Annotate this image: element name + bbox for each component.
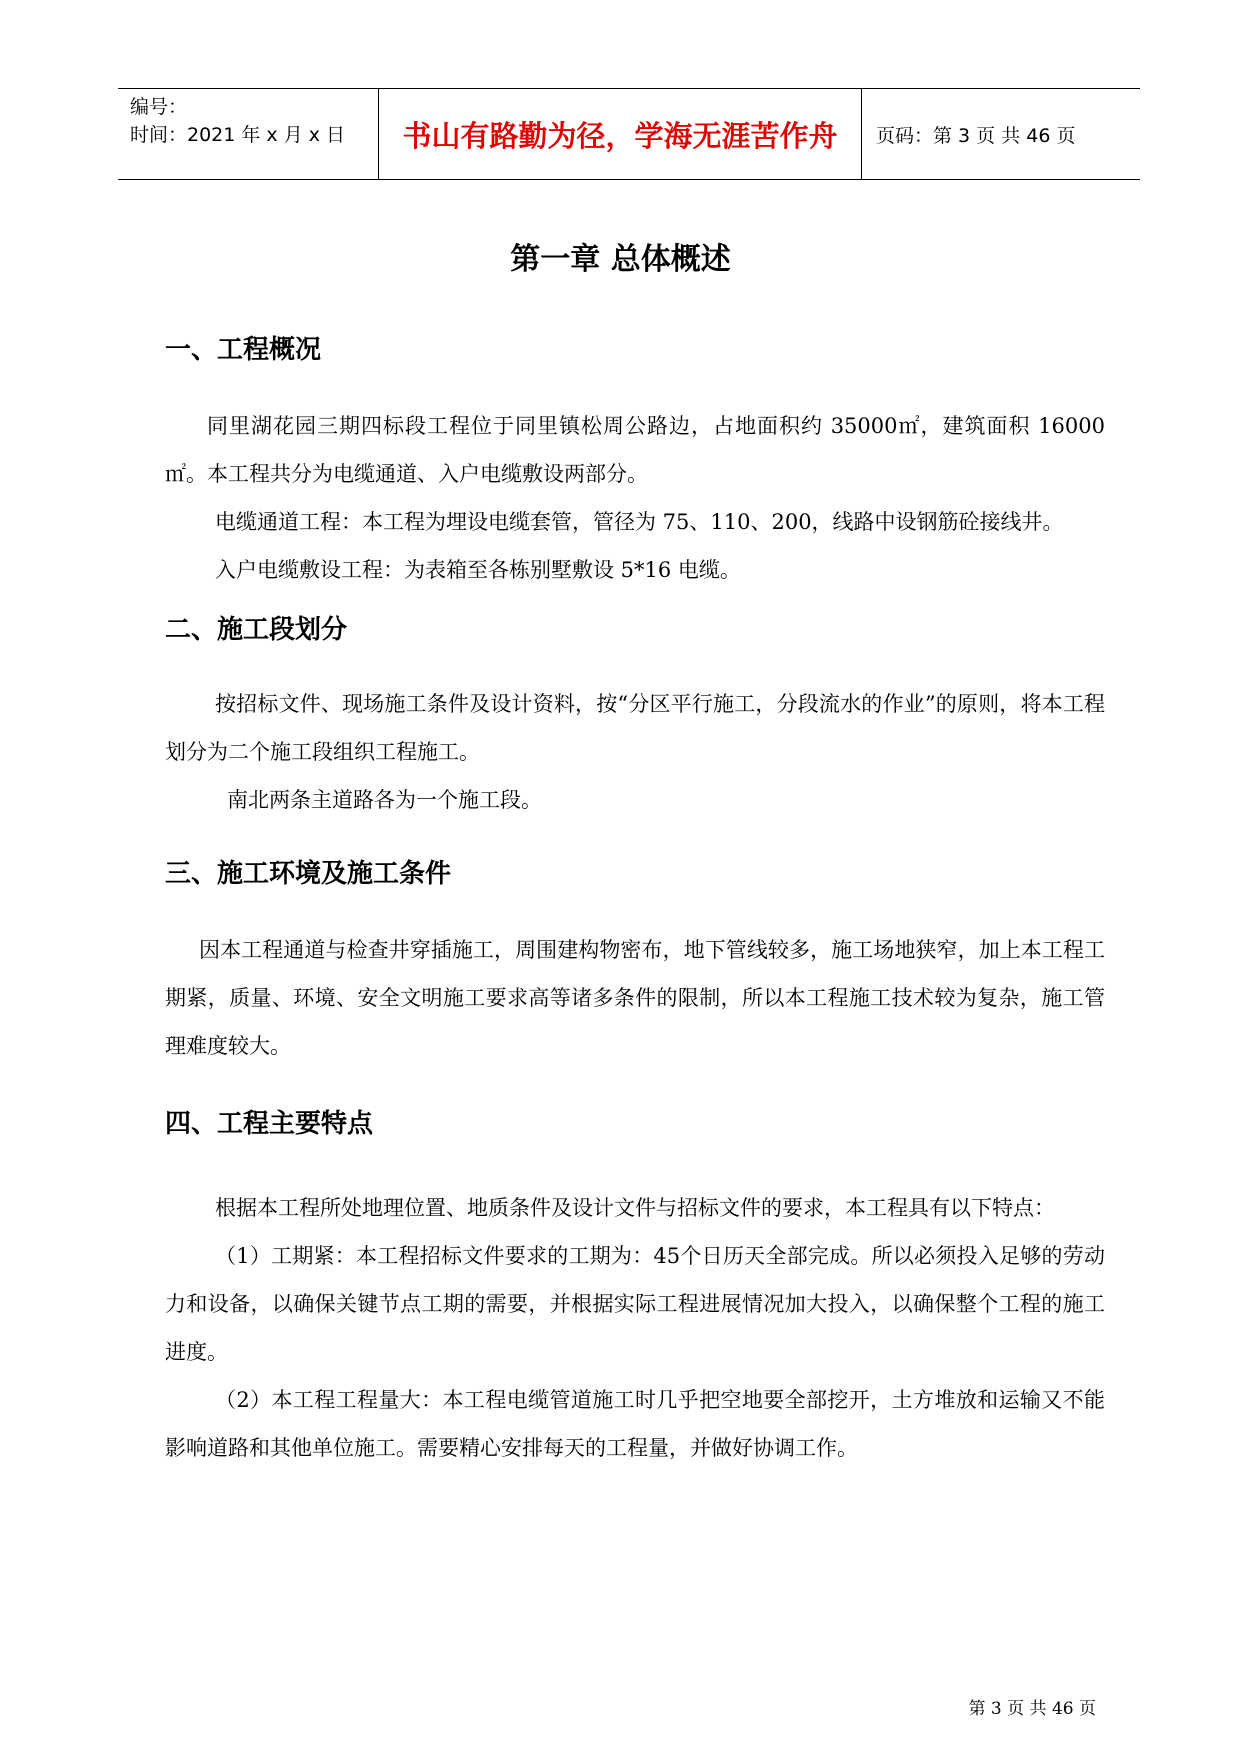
section-heading-overview: 一、工程概况 — [165, 335, 322, 365]
section-heading-main-features: 四、工程主要特点 — [165, 1109, 374, 1139]
section-heading-environment: 三、施工环境及施工条件 — [165, 859, 452, 889]
paragraph: （1）工期紧：本工程招标文件要求的工期为：45个日历天全部完成。所以必须投入足够的劳动力和设备，以确保关键节点工期的需要，并根据实际工程进展情况加大投入，以确保整个工程的施工进度。 — [165, 1244, 1105, 1364]
header-page-info: 页码：第 3 页 共 46 页 — [876, 124, 1076, 147]
paragraph: 南北两条主道路各为一个施工段。 — [227, 788, 542, 812]
document-body — [165, 330, 1105, 1472]
paragraph: 电缆通道工程：本工程为埋设电缆套管，管径为 75、110、200，线路中设钢筋砼接线井。 — [215, 510, 1064, 534]
chapter-title: 第一章 总体概述 — [510, 242, 731, 277]
paragraph: 因本工程通道与检查井穿插施工，周围建构物密布，地下管线较多，施工场地狭窄，加上本工程工期紧，质量、环境、安全文明施工要求高等诸多条件的限制，所以本工程施工技术较为复杂，施工管理难度较大。 — [165, 938, 1105, 1058]
document-number-label: 编号： — [130, 96, 188, 118]
section-heading-stage-division: 二、施工段划分 — [165, 615, 348, 645]
paragraph: 同里湖花园三期四标段工程位于同里镇松周公路边，占地面积约 35000㎡，建筑面积 16000㎡。本工程共分为电缆通道、入户电缆敷设两部分。 — [165, 414, 1105, 486]
header-motto: 书山有路勤为径，学海无涯苦作舟 — [378, 89, 862, 179]
page-footer: 第 3 页 共 46 页 — [968, 1699, 1096, 1719]
paragraph: 入户电缆敷设工程：为表箱至各栋别墅敷设 5*16 电缆。 — [215, 558, 741, 582]
document-time: 时间：2021 年 x 月 x 日 — [130, 124, 346, 146]
header-meta — [118, 89, 378, 179]
paragraph: （2）本工程工程量大：本工程电缆管道施工时几乎把空地要全部挖开，土方堆放和运输又不能影响道路和其他单位施工。需要精心安排每天的工程量，并做好协调工作。 — [165, 1388, 1105, 1460]
page-header — [118, 88, 1140, 180]
paragraph: 按招标文件、现场施工条件及设计资料，按“分区平行施工，分段流水的作业”的原则，将本工程划分为二个施工段组织工程施工。 — [165, 692, 1105, 764]
paragraph: 根据本工程所处地理位置、地质条件及设计文件与招标文件的要求，本工程具有以下特点： — [215, 1196, 1055, 1220]
